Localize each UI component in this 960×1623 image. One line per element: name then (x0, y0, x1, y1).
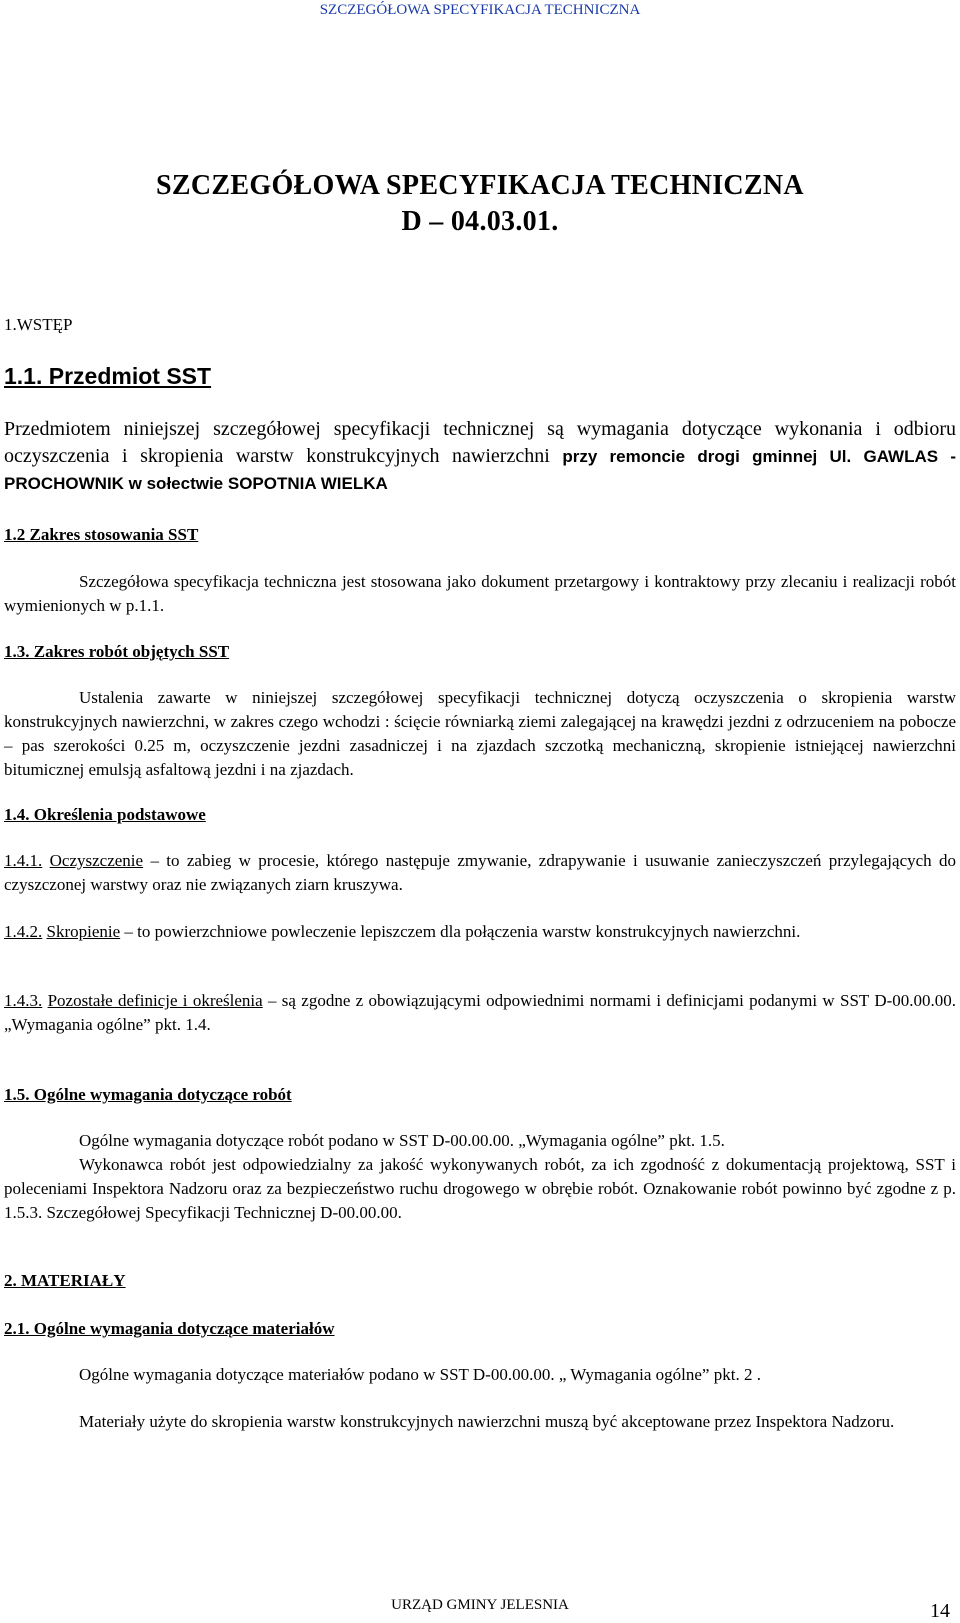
section-1-5-text-1: Ogólne wymagania dotyczące robót podano w SST D-00.00.00. „Wymagania ogólne” pkt. 1.5. (79, 1131, 725, 1150)
section-1-5-heading: 1.5. Ogólne wymagania dotyczące robót (4, 1085, 292, 1104)
definition-1-4-2 (4, 920, 956, 944)
definition-1-4-3-number: 1.4.3. (4, 991, 43, 1010)
section-2-1-text-2: Materiały użyte do skropienia warstw konstrukcyjnych nawierzchni muszą być akceptowane przez Inspektora Nadzoru. (79, 1412, 895, 1431)
definition-1-4-2-text: – to powierzchniowe powleczenie lepiszczem dla połączenia warstw konstrukcyjnych nawierzchni. (124, 922, 801, 941)
section-2-heading: 2. MATERIAŁY (4, 1271, 126, 1290)
definition-1-4-2-term: Skropienie (46, 922, 121, 941)
section-2-1-heading: 2.1. Ogólne wymagania dotyczące materiałów (4, 1319, 335, 1338)
document-title: SZCZEGÓŁOWA SPECYFIKACJA TECHNICZNA (156, 170, 804, 201)
section-1-3-text: Ustalenia zawarte w niniejszej szczegółowej specyfikacji technicznej dotyczą oczyszczenia o skropienia warstw konstrukcyjnych nawierzchni, w zakres czego wchodzi : ścięcie równiarką ziemi zalegającej na krawędzi jezdni z odrzuceniem na pobocze – pas szerokości 0.25 m, oczyszczenie jezdni zasadniczej i na zjazdach szczotką mechaniczną, skropienie istniejącej nawierzchni bitumicznej emulsją asfaltową jezdni i na zjazdach. (4, 688, 956, 779)
footer-organization: URZĄD GMINY JELESNIA (391, 1597, 569, 1613)
section-2-1-text-1: Ogólne wymagania dotyczące materiałów podano w SST D-00.00.00. „ Wymagania ogólne” pkt. 2 . (79, 1365, 761, 1384)
definition-1-4-3-text: – są zgodne z obowiązującymi odpowiednimi normami i definicjami podanymi w SST D-00.00.00. „Wymagania ogólne” pkt. 1.4. (4, 991, 957, 1034)
section-1-3-heading: 1.3. Zakres robót objętych SST (4, 642, 230, 661)
section-1-heading: 1.WSTĘP (4, 315, 73, 334)
definition-1-4-3 (4, 989, 956, 1037)
definition-1-4-1 (4, 849, 956, 897)
section-1-1-body-bold: przy remoncie drogi gminnej Ul. GAWLAS - PROCHOWNIK w sołectwie SOPOTNIA WIELKA (4, 447, 956, 493)
page-number: 14 (930, 1600, 950, 1622)
section-1-4-heading: 1.4. Określenia podstawowe (4, 805, 206, 824)
section-1-5-text-2: Wykonawca robót jest odpowiedzialny za jakość wykonywanych robót, za ich zgodność z dokumentacją projektową, SST i poleceniami Inspektora Nadzoru oraz za bezpieczeństwo ruchu drogowego w obrębie robót. Oznakowanie robót powinno być zgodne z p. 1.5.3. Szczegółowej Specyfikacji Technicznej D-00.00.00. (4, 1155, 956, 1222)
definition-1-4-2-number: 1.4.2. (4, 922, 43, 941)
section-1-1-body: Przedmiotem niniejszej szczegółowej specyfikacji technicznej są wymagania dotyczące wykonania i odbioru oczyszczenia i skropienia warstw konstrukcyjnych nawierzchni (4, 418, 956, 467)
section-1-2-heading: 1.2 Zakres stosowania SST (4, 525, 199, 544)
document-code: D – 04.03.01. (401, 206, 559, 237)
running-header: SZCZEGÓŁOWA SPECYFIKACJA TECHNICZNA (319, 2, 641, 18)
definition-1-4-1-term: Oczyszczenie (49, 851, 144, 870)
definition-1-4-1-text: – to zabieg w procesie, którego następuje zmywanie, zdrapywanie i usuwanie zanieczyszczeń przylegających do czyszczonej warstwy oraz nie związanych ziarn kruszywa. (4, 851, 957, 894)
definition-1-4-1-number: 1.4.1. (4, 851, 43, 870)
section-1-1-heading: 1.1. Przedmiot SST (4, 363, 212, 389)
definition-1-4-3-term: Pozostałe definicje i określenia (47, 991, 263, 1010)
section-1-1-text (4, 416, 956, 497)
section-1-2-text: Szczegółowa specyfikacja techniczna jest stosowana jako dokument przetargowy i kontraktowy przy zlecaniu i realizacji robót wymienionych w p.1.1. (4, 572, 956, 615)
